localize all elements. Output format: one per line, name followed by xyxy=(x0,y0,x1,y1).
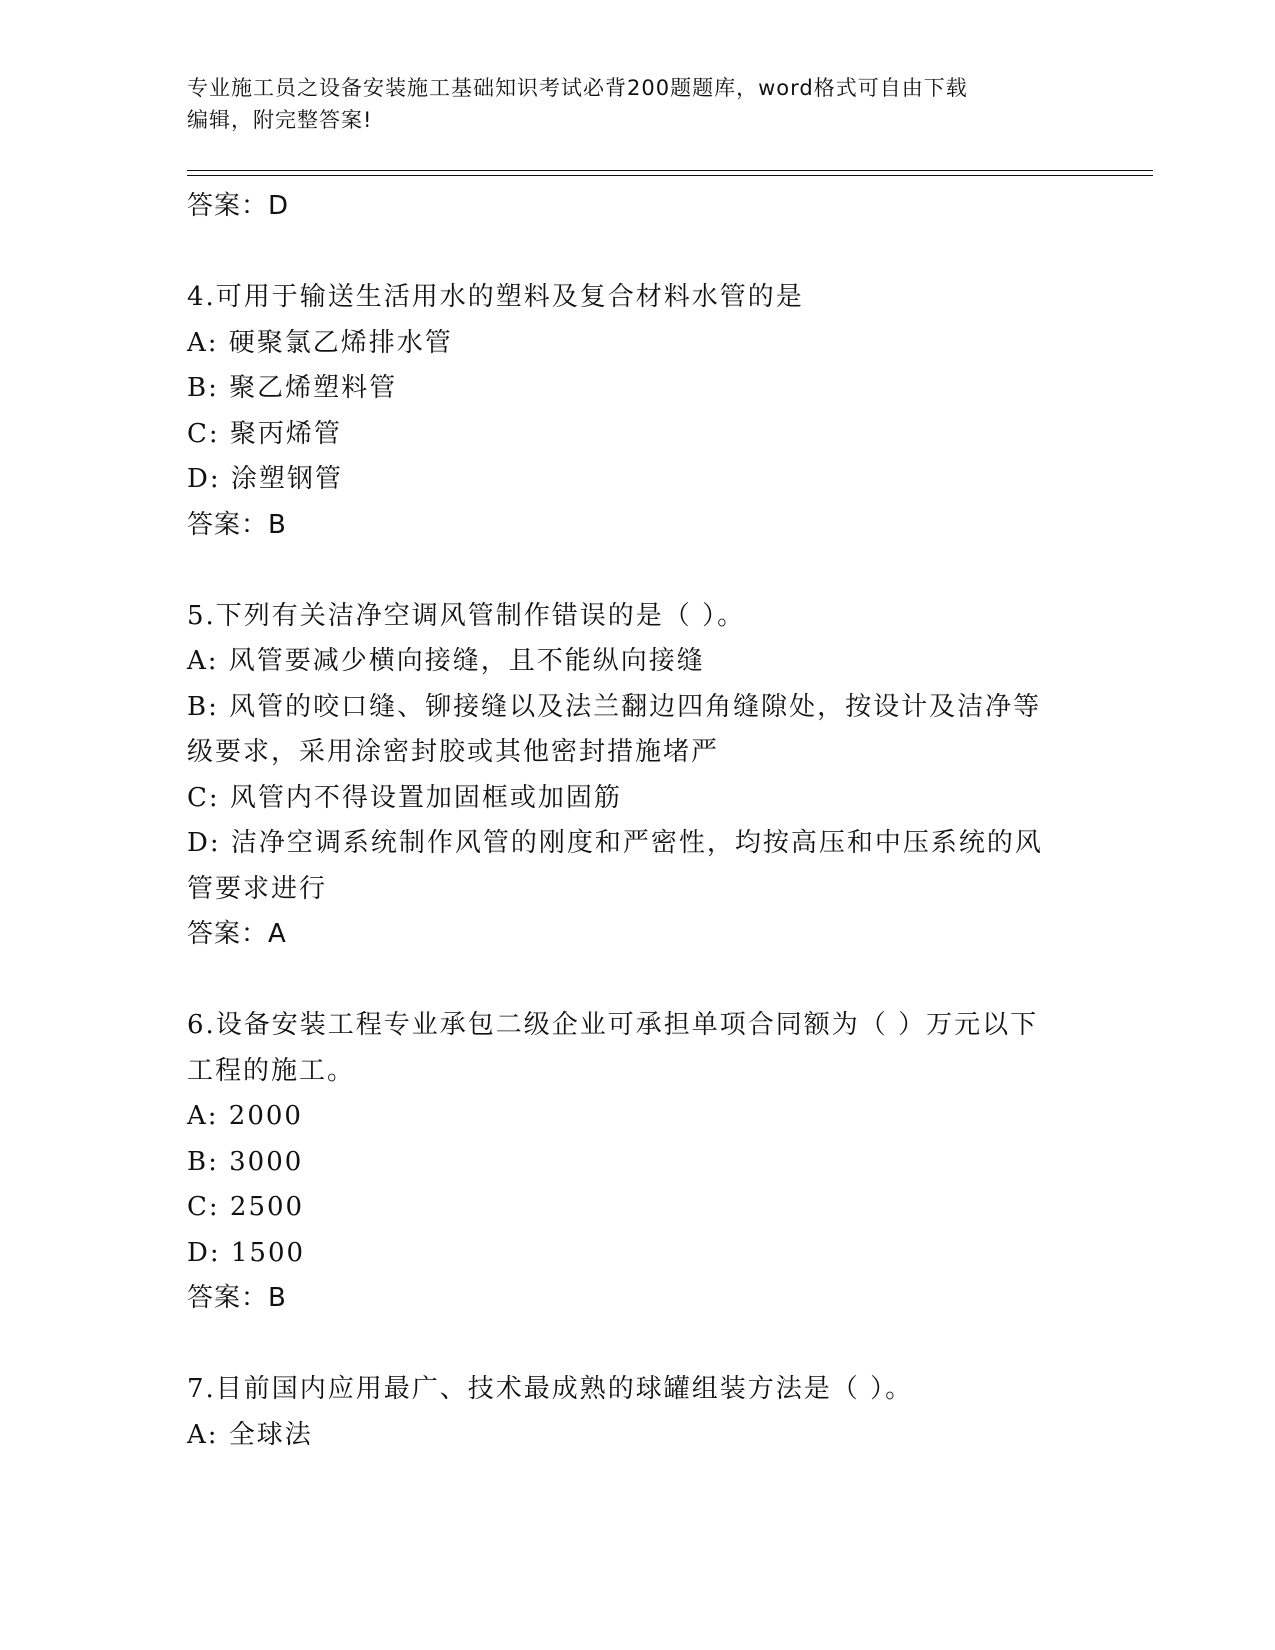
question-spacer xyxy=(187,548,1087,594)
header-title-line-2: 编辑，附完整答案! xyxy=(187,108,373,132)
option-line: A: 硬聚氯乙烯排水管 xyxy=(187,327,453,358)
question-stem: 5.下列有关洁净空调风管制作错误的是（ ）。 xyxy=(187,600,746,631)
option-line: A: 2000 xyxy=(187,1101,303,1131)
header-rule-bottom xyxy=(187,175,1153,176)
option-line: 级要求，采用涂密封胶或其他密封措施堵严 xyxy=(187,737,720,767)
answer-line: 答案：A xyxy=(187,919,287,949)
option-line: A: 全球法 xyxy=(187,1419,313,1450)
answer-line: 答案：B xyxy=(187,509,287,540)
question-stem: 7.目前国内应用最广、技术最成熟的球罐组装方法是（ ）。 xyxy=(187,1374,914,1404)
answer-line: 答案：B xyxy=(187,1283,287,1313)
option-line: A: 风管要减少横向接缝，且不能纵向接缝 xyxy=(187,646,705,676)
header-rule-top xyxy=(187,170,1153,171)
question-spacer xyxy=(187,958,1087,1004)
header-title-line-1: 专业施工员之设备安装施工基础知识考试必背200题题库，word格式可自由下载 xyxy=(187,76,968,100)
option-line: C: 2500 xyxy=(187,1192,305,1222)
option-line: C: 风管内不得设置加固框或加固筋 xyxy=(187,782,622,813)
question-stem: 4.可用于输送生活用水的塑料及复合材料水管的是 xyxy=(187,282,804,312)
option-line: D: 涂塑钢管 xyxy=(187,464,343,494)
option-line: D: 1500 xyxy=(187,1237,306,1268)
option-line: D: 洁净空调系统制作风管的刚度和严密性，均按高压和中压系统的风 xyxy=(187,828,1043,858)
question-block xyxy=(187,1367,1087,1458)
option-line: B: 聚乙烯塑料管 xyxy=(187,373,398,403)
question-stem: 6.设备安装工程专业承包二级企业可承担单项合同额为（ ）万元以下 xyxy=(187,1010,1039,1040)
question-list xyxy=(187,184,1087,1458)
document-header xyxy=(187,72,1087,136)
option-line: B: 风管的咬口缝、铆接缝以及法兰翻边四角缝隙处，按设计及洁净等 xyxy=(187,691,1042,722)
question-stem: 工程的施工。 xyxy=(187,1055,356,1086)
question-spacer xyxy=(187,1322,1087,1368)
answer-line: 答案：D xyxy=(187,191,290,221)
question-block xyxy=(187,594,1087,958)
question-block xyxy=(187,1003,1087,1322)
option-line: B: 3000 xyxy=(187,1146,304,1177)
question-spacer xyxy=(187,230,1087,276)
option-line: C: 聚丙烯管 xyxy=(187,418,342,449)
option-line: 管要求进行 xyxy=(187,873,328,904)
question-block xyxy=(187,275,1087,548)
